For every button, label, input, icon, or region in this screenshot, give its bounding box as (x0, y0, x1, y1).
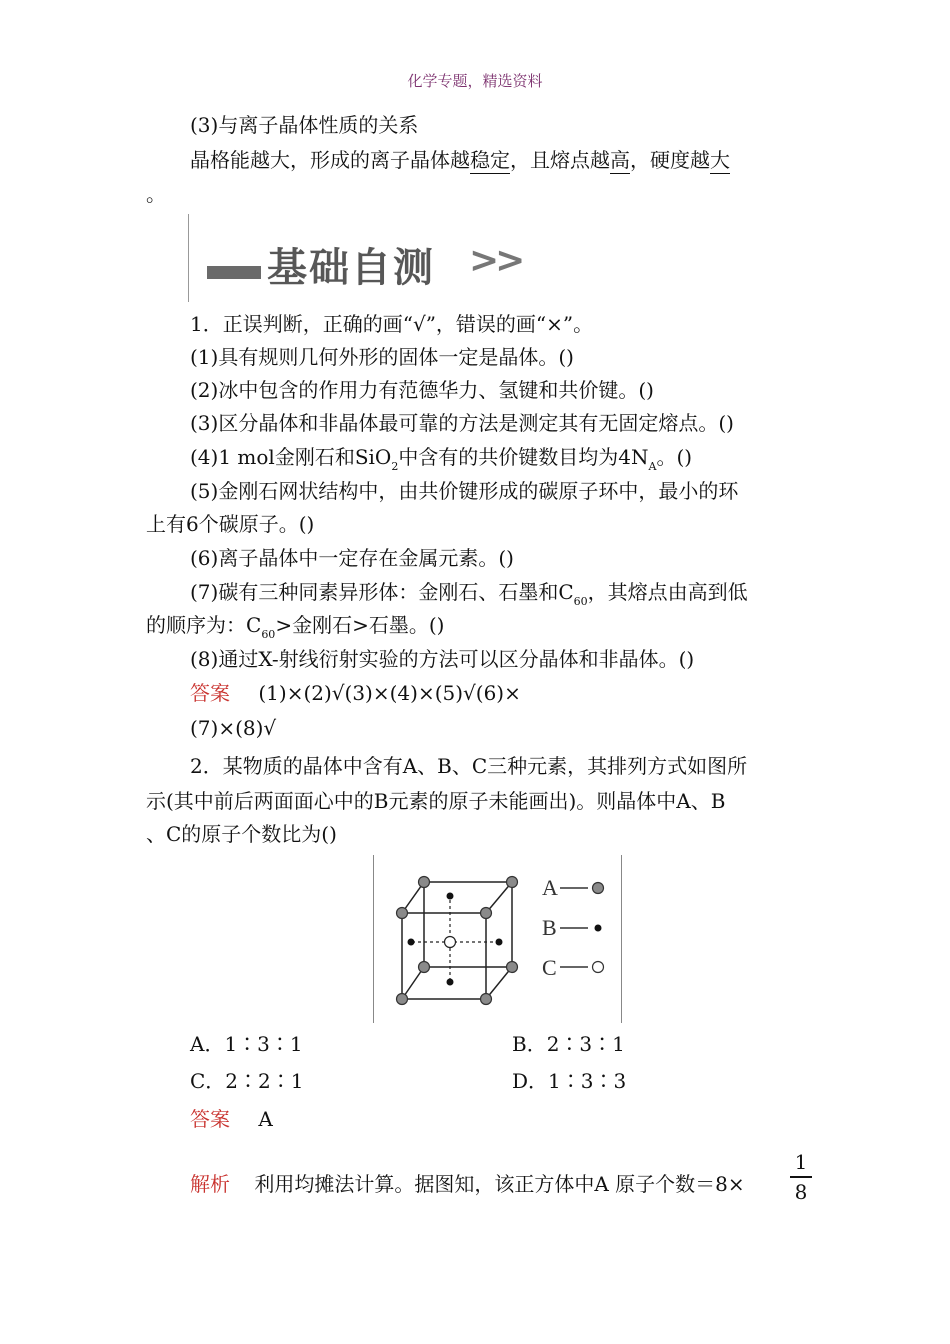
q2-stem-2: 示(其中前后两面面心中的B元素的原子未能画出)。则晶体中A、B (146, 789, 726, 813)
q1-item-7-cont (146, 611, 444, 649)
banner-arrows: >> (469, 240, 522, 281)
q1-item-2: (2)冰中包含的作用力有范德华力、氢键和共价键。() (190, 378, 654, 402)
q2-analysis (190, 1170, 745, 1198)
q2-option-c: C．2∶2∶1 (190, 1069, 304, 1093)
analysis-label: 解析 (190, 1172, 230, 1196)
analysis-text: 利用均摊法计算。据图知，该正方体中A 原子个数＝8× (254, 1172, 745, 1196)
q2-answer (190, 1105, 273, 1133)
text-part: >金刚石>石墨。() (275, 613, 445, 637)
fraction-bar (790, 1176, 812, 1178)
subscript: 60 (573, 595, 588, 608)
q1-item-8: (8)通过X-射线衍射实验的方法可以区分晶体和非晶体。() (190, 647, 695, 671)
text-part: 。() (656, 445, 693, 469)
q1-item-5-cont: 上有6个碳原子。() (146, 512, 315, 536)
legend-label-b: B (542, 915, 557, 940)
q1-item-4 (190, 443, 692, 481)
underlined-word: 高 (610, 148, 630, 172)
fraction-numerator: 1 (794, 1150, 808, 1174)
fraction-denominator: 8 (794, 1180, 808, 1204)
text-part: 的顺序为：C (146, 613, 262, 637)
q1-answer-cont: (7)×(8)√ (190, 716, 277, 740)
q2-option-a: A．1∶3∶1 (190, 1032, 303, 1056)
q1-item-3: (3)区分晶体和非晶体最可靠的方法是测定其有无固定熔点。() (190, 411, 734, 435)
q1-item-6: (6)离子晶体中一定存在金属元素。() (190, 546, 514, 570)
answer-label: 答案 (190, 1107, 230, 1131)
section-text (190, 146, 730, 174)
banner-bar (207, 266, 261, 279)
text-part: ，且熔点越 (510, 148, 610, 172)
subscript: 60 (261, 628, 276, 641)
legend-label-c: C (542, 955, 557, 980)
section-text-tail: 。 (146, 182, 166, 206)
q1-answer (190, 679, 521, 707)
q1-item-1: (1)具有规则几何外形的固体一定是晶体。() (190, 345, 574, 369)
answer-text: A (258, 1107, 273, 1131)
section-title: (3)与离子晶体性质的关系 (190, 113, 419, 137)
subscript: 2 (391, 460, 399, 473)
underlined-word: 大 (710, 148, 730, 172)
answer-label: 答案 (190, 681, 230, 705)
text-part: ，其熔点由高到低 (587, 580, 748, 604)
text-part: 晶格能越大，形成的离子晶体越 (190, 148, 470, 172)
q1-stem: 1．正误判断，正确的画“√”，错误的画“×”。 (190, 312, 594, 336)
crystal-cell-diagram (374, 855, 621, 1023)
banner-label: 基础自测 (267, 245, 435, 291)
crystal-figure (373, 855, 622, 1023)
page-header: 化学专题，精选资料 (407, 72, 543, 90)
fraction (790, 1150, 812, 1204)
q2-stem-1: 2．某物质的晶体中含有A、B、C三种元素，其排列方式如图所 (190, 754, 748, 778)
text-part: 中含有的共价键数目均为4N (398, 445, 649, 469)
text-part: ，硬度越 (630, 148, 710, 172)
answer-text: (1)×(2)√(3)×(4)×(5)√(6)× (258, 681, 521, 705)
q2-option-b: B．2∶3∶1 (512, 1032, 625, 1056)
legend-label-a: A (542, 875, 558, 900)
underlined-word: 稳定 (470, 148, 510, 172)
q2-stem-3: 、C的原子个数比为() (146, 822, 337, 846)
q2-option-d: D．1∶3∶3 (512, 1069, 627, 1093)
subscript: A (648, 460, 657, 473)
q1-item-5: (5)金刚石网状结构中，由共价键形成的碳原子环中，最小的环 (190, 479, 739, 503)
section-banner (188, 214, 534, 302)
text-part: (4)1 mol金刚石和SiO (190, 445, 392, 469)
text-part: (7)碳有三种同素异形体：金刚石、石墨和C (190, 580, 574, 604)
